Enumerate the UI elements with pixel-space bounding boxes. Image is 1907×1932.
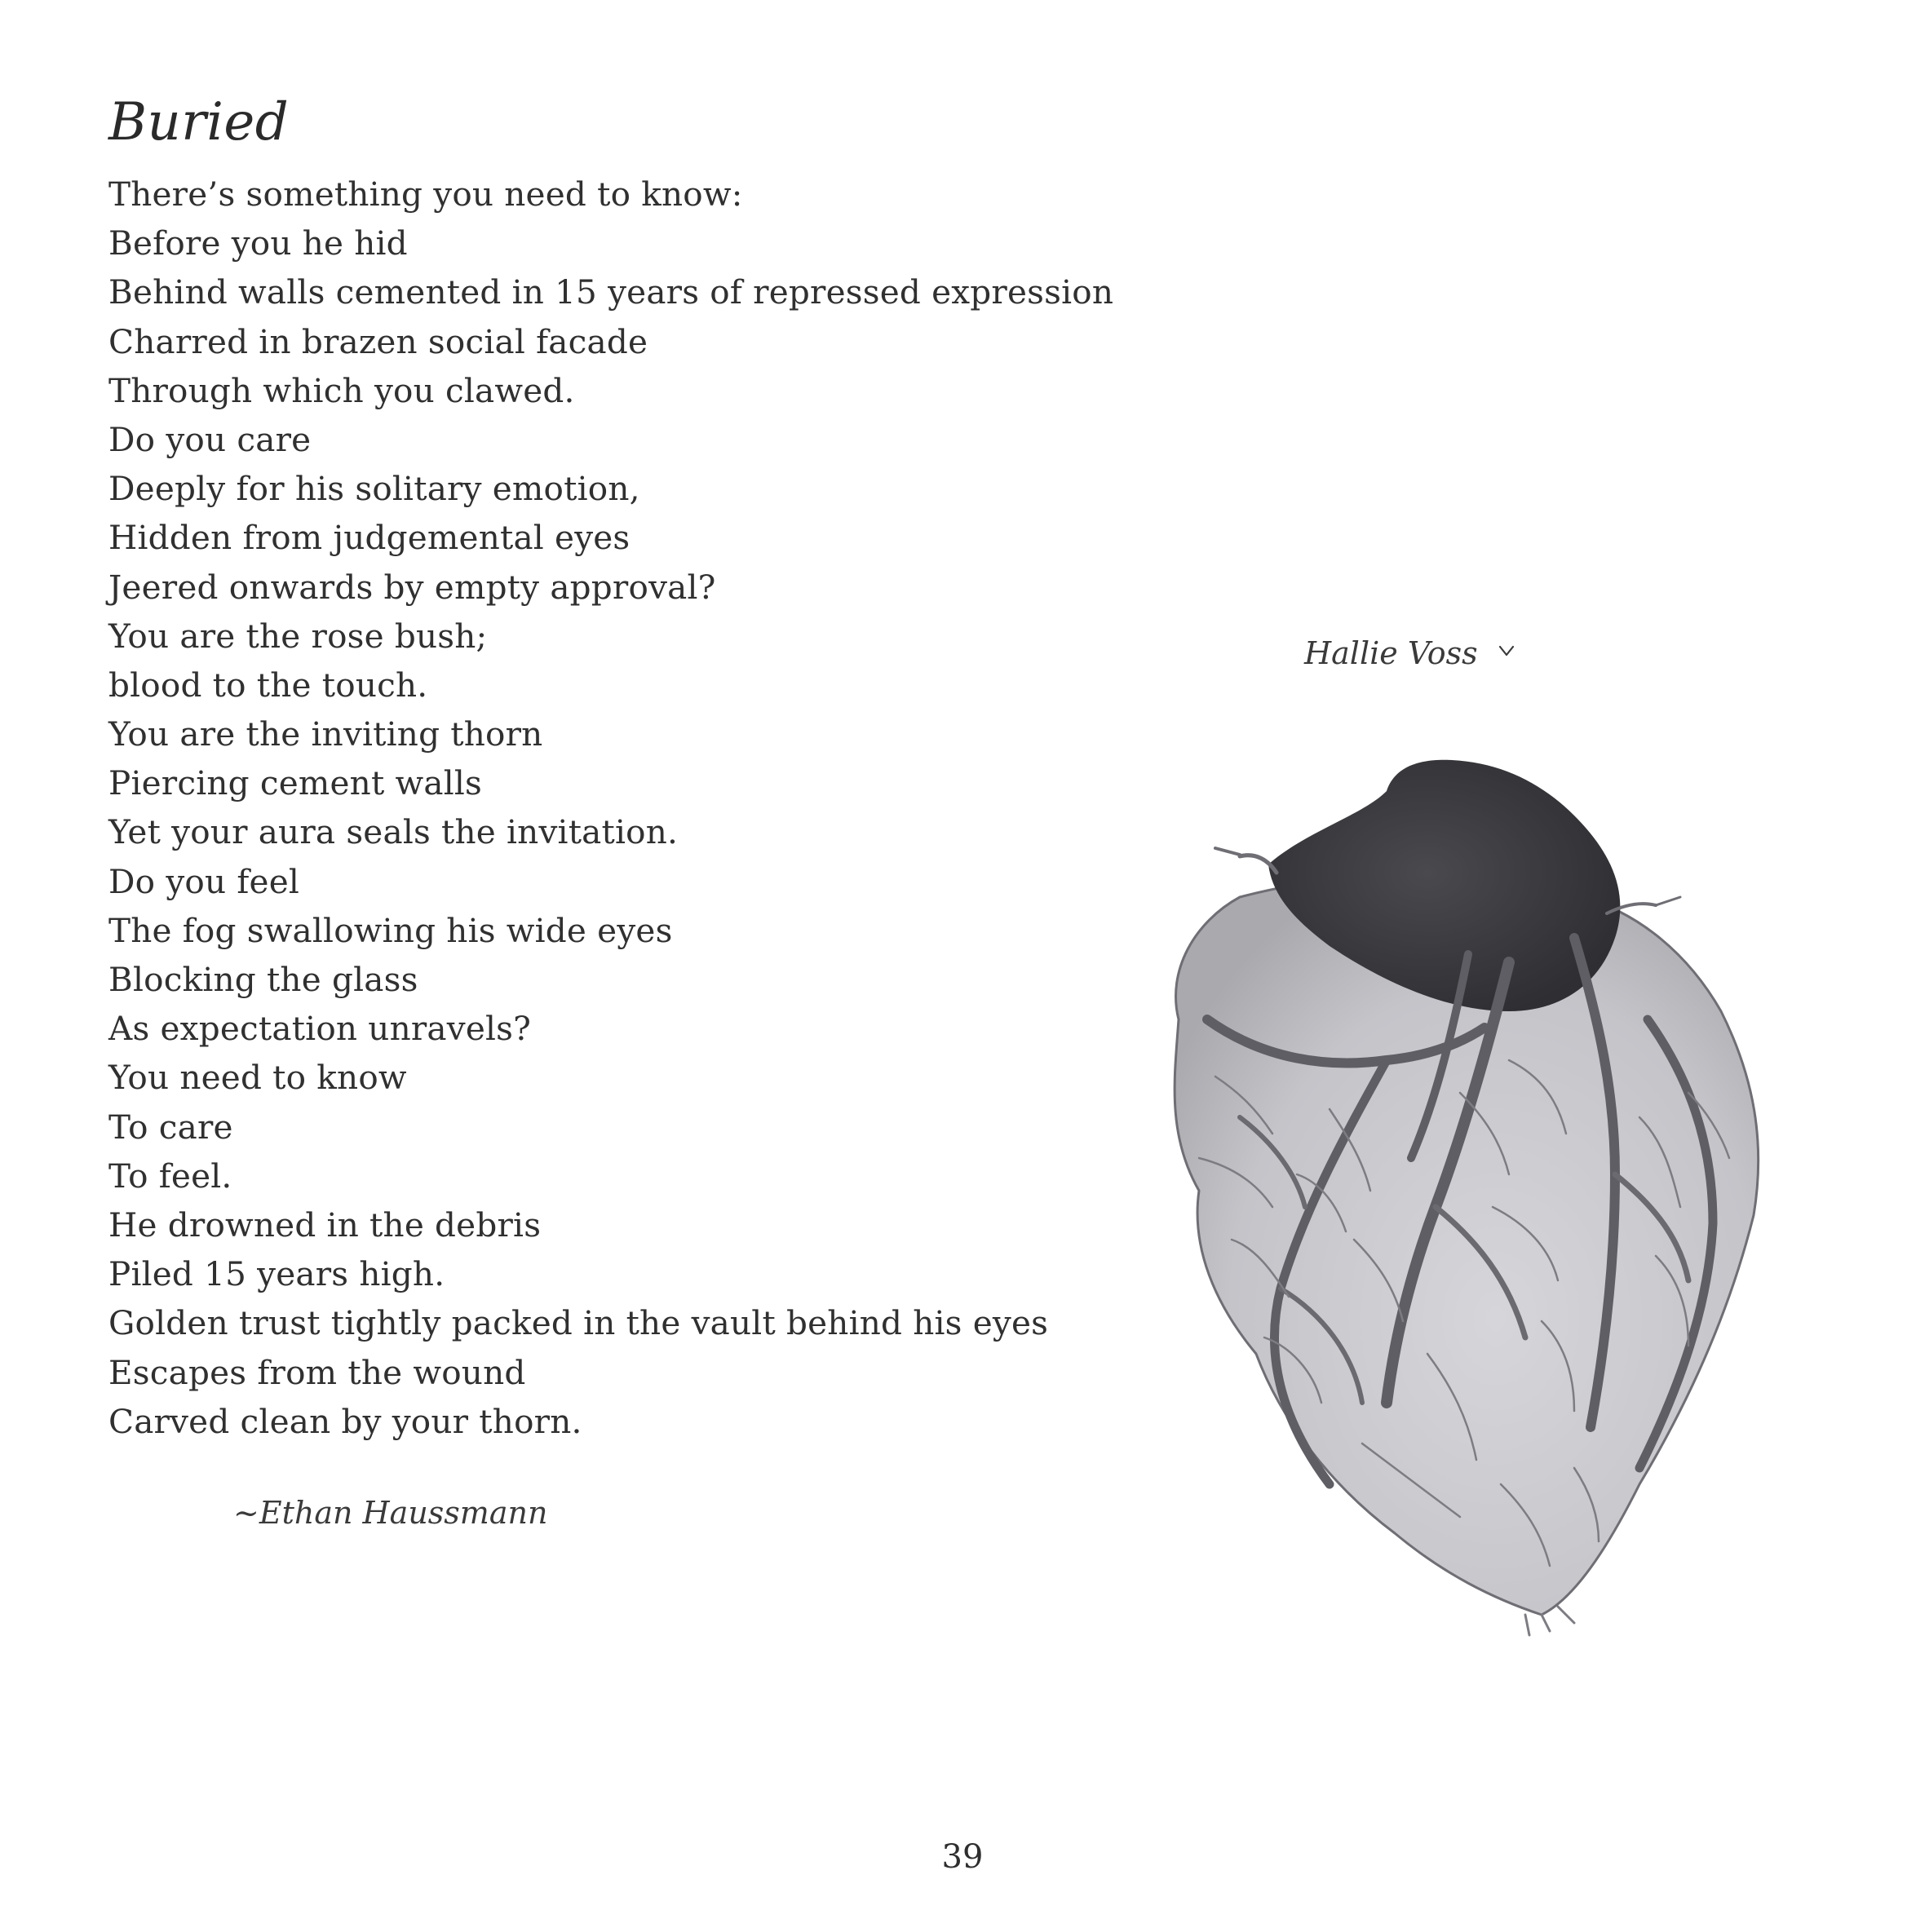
poem-line: Hidden from judgemental eyes: [108, 518, 631, 558]
poem-line: You need to know: [108, 1058, 407, 1098]
poem-line: To feel.: [108, 1156, 232, 1196]
poem-line: He drowned in the debris: [108, 1205, 542, 1245]
poem-line: Carved clean by your thorn.: [108, 1401, 582, 1441]
poem-line: As expectation unravels?: [108, 1009, 532, 1049]
poem-line: Golden trust tightly packed in the vault behind his eyes: [108, 1303, 1049, 1343]
poem-line: Behind walls cemented in 15 years of repressed expression: [108, 272, 1114, 312]
artwork-credit: Hallie Voss: [1304, 635, 1478, 671]
poem-author: ~Ethan Haussmann: [233, 1495, 548, 1531]
poem-line: To care: [108, 1107, 233, 1147]
poem-title: Buried: [108, 92, 290, 153]
poem-body: [108, 170, 1113, 1446]
poem-line: Piercing cement walls: [108, 763, 483, 803]
poem-line: There’s something you need to know:: [108, 175, 743, 214]
poem-line: Deeply for his solitary emotion,: [108, 469, 640, 509]
poem-line: Piled 15 years high.: [108, 1254, 445, 1294]
poem-line: Through which you clawed.: [108, 370, 575, 410]
page-number: 39: [941, 1838, 984, 1876]
poem-line: You are the inviting thorn: [108, 714, 543, 754]
poem-line: The fog swallowing his wide eyes: [108, 910, 673, 950]
poem-line: Jeered onwards by empty approval?: [108, 567, 716, 607]
poem-line: You are the rose bush;: [108, 616, 488, 656]
poem-line: Charred in brazen social facade: [108, 321, 648, 361]
poem-line: Escapes from the wound: [108, 1352, 526, 1392]
anatomical-heart-icon: [1117, 750, 1778, 1639]
poem-line: Before you he hid: [108, 223, 408, 263]
poem-line: Do you care: [108, 419, 312, 459]
poem-line: blood to the touch.: [108, 665, 428, 705]
poem-line: Blocking the glass: [108, 960, 418, 999]
checkmark-icon: [1498, 641, 1515, 659]
poem-line: Yet your aura seals the invitation.: [108, 812, 679, 852]
poem-line: Do you feel: [108, 861, 300, 901]
